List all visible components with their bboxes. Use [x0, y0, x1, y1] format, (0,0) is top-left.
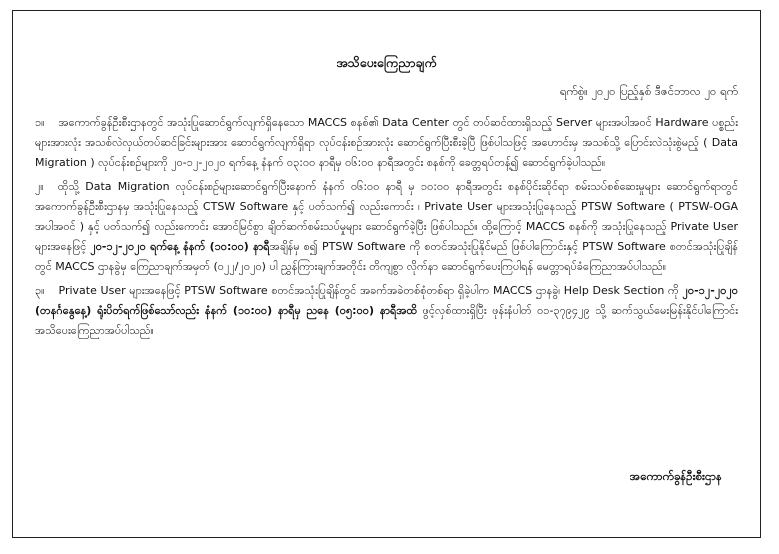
paragraph-3 — [35, 281, 738, 341]
paragraph-text: အချိန်မှ စ၍ PTSW Software ကို စတင်အသုံးပြုနိုင်မည် ဖြစ်ပါကြောင်းနှင့် PTSW Software စတင်အသုံးပြုချိန်တွင် MACCS ဌာနခွဲမှ ကြေညာချက်အမှတ် (၀၂၂/၂၀၂၀) ပါ ညွှန်ကြားချက်အတိုင်း တိကျစွာ လိုက်နာ ဆောင်ရွက်ပေးကြပါရန် မေတ္တာရပ်ခံကြေညာအပ်ပါသည်။ — [35, 240, 738, 273]
paragraph-number: ၁။ — [35, 116, 45, 129]
paragraph-text: ဖွင့်လှစ်ထားရှိပြီး ဖုန်းနံပါတ် ၀၁-၃၇၉၄၂၉ သို့ ဆက်သွယ်မေးမြန်းနိုင်ပါကြောင်း အသိပေးကြေညာအပ်ပါသည်။ — [35, 304, 738, 337]
issuer-signature: အကောက်ခွန်ဦးစီးဌာန — [629, 469, 722, 483]
paragraph-1 — [35, 113, 738, 173]
paragraph-2 — [35, 177, 738, 277]
paragraph-bold-text: ၂၀-၁၂-၂၀၂၀ ရက်နေ့ နံနက် (၁၀:၀၀) နာရီ — [90, 240, 270, 253]
paragraph-number: ၂။ — [35, 180, 44, 193]
paragraph-text: အကောက်ခွန်ဦးစီးဌာနတွင် အသုံးပြုဆောင်ရွက်လျက်ရှိနေသော MACCS စနစ်၏ Data Center တွင် တပ်ဆင်ထားရှိသည့် Server များအပါအဝင် Hardware ပစ္စည်းများအားလုံး အသစ်လဲလှယ်တပ်ဆင်ခြင်းများအား ဆောင်ရွက်လျက်ရှိရာ လုပ်ငန်းစဉ်အားလုံး ဆောင်ရွက်ပြီးစီးခဲ့ပြီ ဖြစ်ပါသဖြင့် အဟောင်းမှ အသစ်သို့ ပြောင်းလဲသုံးစွဲမည့် ( Data Migration ) လုပ်ငန်းစဉ်များကို ၂၀-၁၂-၂၀၂၀ ရက်နေ့ နံနက် ၀၃:၀၀ နာရီမှ ၀၆:၀၀ နာရီအတွင်း စနစ်ကို ခေတ္တရပ်တန့်၍ ဆောင်ရွက်ခဲ့ပါသည်။ — [35, 116, 738, 169]
paragraph-number: ၃။ — [35, 284, 45, 297]
paragraph-text: Private User များအနေဖြင့် PTSW Software စတင်အသုံးပြုချိန်တွင် အခက်အခဲတစ်စုံတစ်ရာ ရှိခဲ့ပါက MACCS ဌာနခွဲ၊ Help Desk Section ကို — [58, 284, 683, 297]
notice-date: ရက်စွဲ။ ၂၀၂၀ ပြည့်နှစ် ဒီဇင်ဘာလ ၂၀ ရက် — [559, 84, 738, 98]
paragraph-text: ထိုသို့ Data Migration လုပ်ငန်းစဉ်များဆောင်ရွက်ပြီးနောက် နံနက် ၀၆:၀၀ နာရီ မှ ၁၀:၀၀ နာရီအတွင်း စနစ်ပိုင်းဆိုင်ရာ စမ်းသပ်စစ်ဆေးမှုများ ဆောင်ရွက်ရာတွင် အကောက်ခွန်ဦးစီးဌာနမှ အသုံးပြုနေသည့် CTSW Software နှင့် ပတ်သက်၍ လည်းကောင်း ၊ Private User များအသုံးပြုနေသည့် PTSW Software ( PTSW-OGA အပါအဝင် ) နှင့် ပတ်သက်၍ လည်းကောင်း အောင်မြင်စွာ ချိတ်ဆက်စမ်းသပ်မှုများ ဆောင်ရွက်ခဲ့ပြီး ဖြစ်ပါသည်။ ထို့ကြောင့် MACCS စနစ်ကို အသုံးပြုနေသည့် Private User များအနေဖြင့် — [35, 180, 738, 253]
notice-title: အသိပေးကြေညာချက် — [336, 55, 437, 70]
notice-page — [12, 10, 761, 538]
paragraph-bold-text: ၂၀-၁၂-၂၀၂၀ (တနင်္ဂနွေနေ့) ရုံးပိတ်ရက်ဖြစ်သော်လည်း နံနက် (၁၀:၀၀) နာရီမှ ညနေ (၀၅:၀၀) နာရီအထိ — [35, 284, 738, 317]
